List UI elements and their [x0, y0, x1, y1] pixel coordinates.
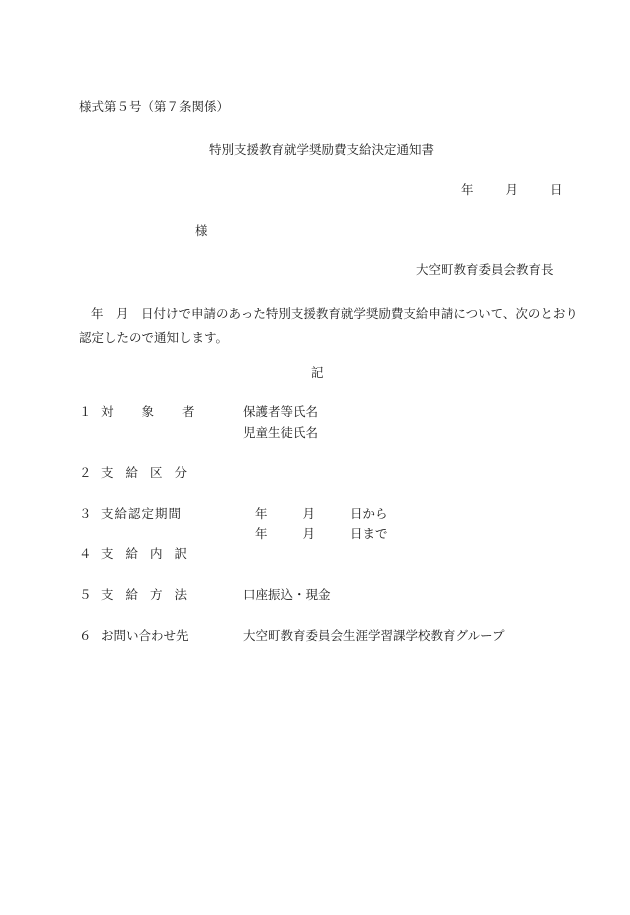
body-text: [79, 302, 578, 350]
item-2-label-char: 給: [125, 465, 139, 480]
body-line-1: 年 月 日付けで申請のあった特別支援教育就学奨励費支給申請について、次のとおり: [91, 306, 578, 321]
date-line: [461, 184, 563, 197]
item-4-label: [101, 548, 187, 561]
period-from-suffix: 日から: [350, 506, 388, 521]
ki-heading: 記: [311, 365, 324, 380]
contact-value: 大空町教育委員会生涯学習課学校教育グループ: [243, 628, 505, 643]
item-1-label-char: 対: [101, 404, 114, 419]
item-2-label-char: 分: [174, 465, 188, 480]
addressee-suffix: 様: [195, 223, 208, 238]
period-to-month: 月: [302, 526, 316, 541]
item-2-label-char: 支: [101, 465, 114, 480]
student-name-label: 児童生徒氏名: [243, 425, 319, 440]
period-from-year: 年: [255, 506, 268, 521]
item-4-label-char: 内: [150, 546, 163, 561]
period-from: [255, 508, 388, 521]
item-2-label-char: 区: [150, 465, 163, 480]
date-month: 月: [505, 182, 519, 197]
item-2-label: [101, 467, 187, 480]
item-4-label-char: 給: [125, 546, 139, 561]
date-day: 日: [550, 182, 563, 197]
item-4-label-char: 支: [101, 546, 114, 561]
period-to: [255, 528, 388, 541]
item-5-label-char: 給: [125, 587, 139, 602]
date-year: 年: [461, 182, 474, 197]
item-4-label-char: 訳: [174, 546, 188, 561]
period-from-month: 月: [302, 506, 316, 521]
period-to-year: 年: [255, 526, 268, 541]
period-to-suffix: 日まで: [350, 526, 388, 541]
item-5-label: [101, 589, 187, 602]
document-title: 特別支援教育就学奨励費支給決定通知書: [209, 142, 435, 157]
form-number: 様式第５号（第７条関係）: [79, 99, 230, 114]
guardian-name-label: 保護者等氏名: [243, 404, 319, 419]
item-2-number: ２: [79, 465, 92, 480]
item-6-label: お問い合わせ先: [101, 628, 189, 643]
body-line-2: 認定したので通知します。: [79, 330, 229, 345]
payment-method-value: 口座振込・現金: [243, 587, 331, 602]
item-3-label: 支給認定期間: [101, 506, 183, 521]
item-1-label-char: 象: [141, 404, 155, 419]
item-5-label-char: 方: [150, 587, 163, 602]
item-5-label-char: 支: [101, 587, 114, 602]
item-1-label: [101, 406, 195, 419]
item-3-number: ３: [79, 506, 92, 521]
item-1-number: １: [79, 404, 92, 419]
issuer: 大空町教育委員会教育長: [416, 262, 554, 277]
item-5-label-char: 法: [174, 587, 188, 602]
item-6-number: ６: [79, 628, 92, 643]
item-4-number: ４: [79, 546, 92, 561]
item-5-number: ５: [79, 587, 92, 602]
item-1-label-char: 者: [182, 404, 195, 419]
